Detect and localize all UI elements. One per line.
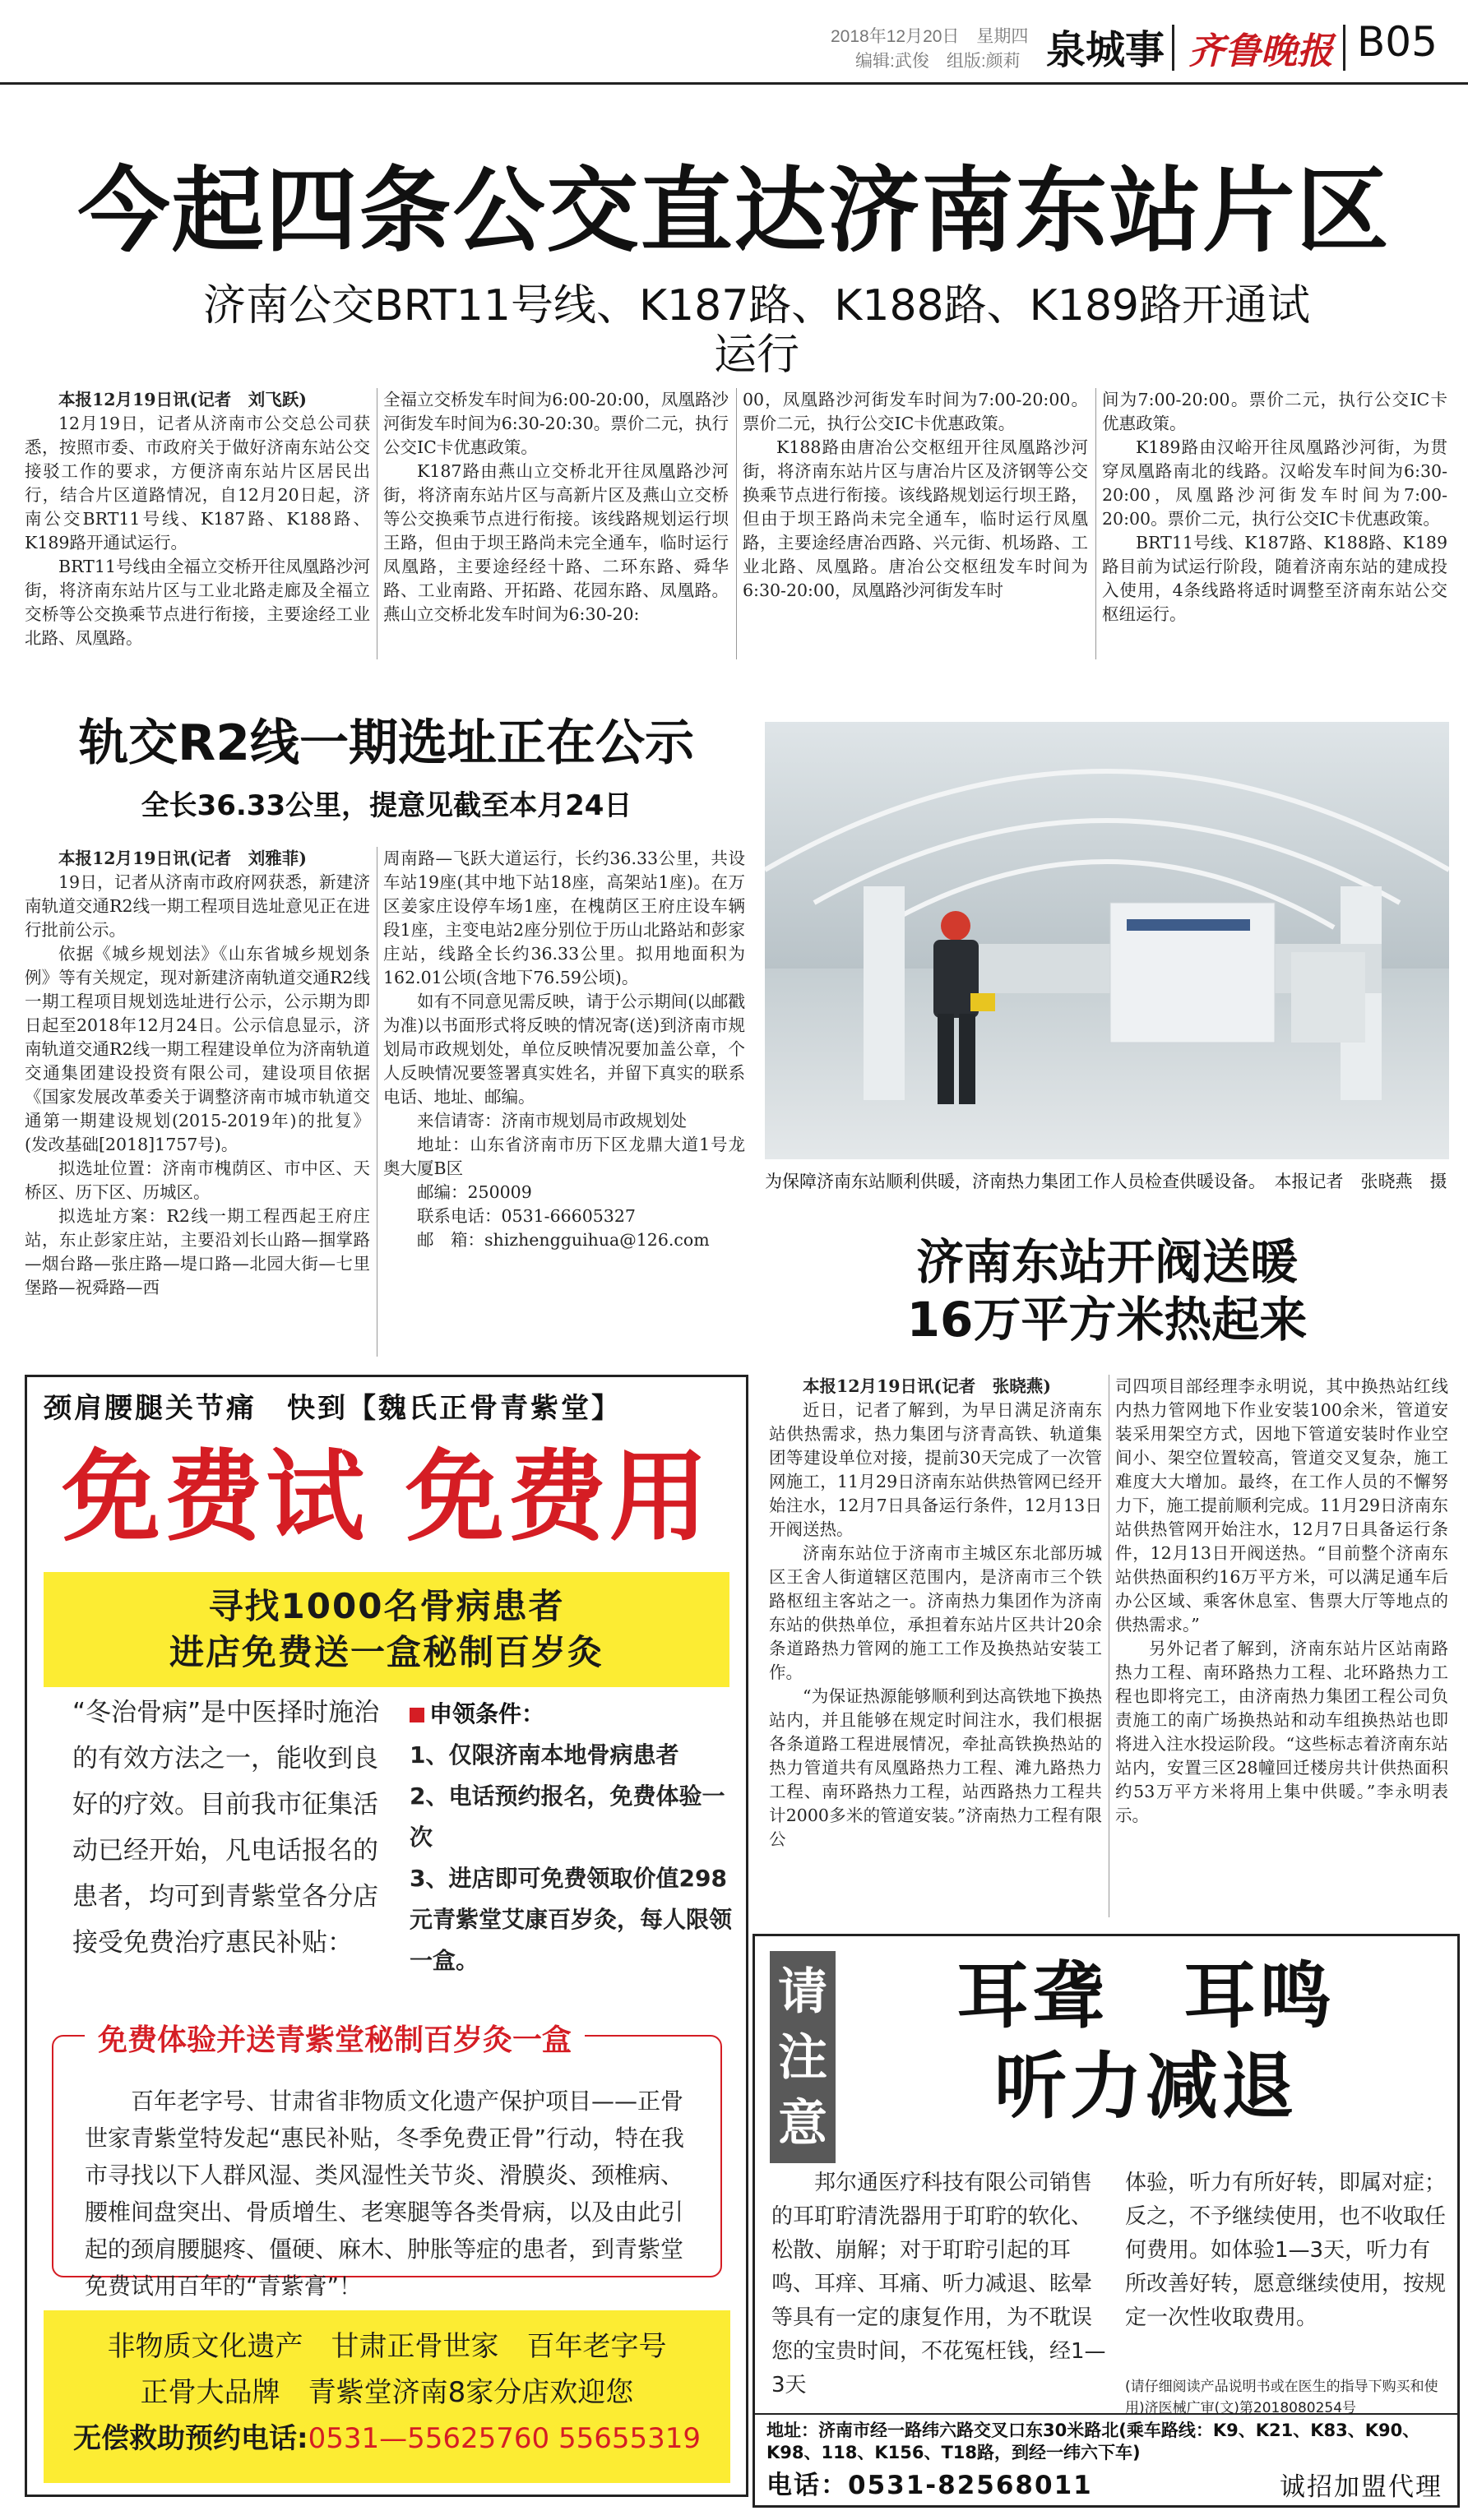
story2-paragraph: 邮 箱：shizhengguihua@126.com bbox=[417, 1230, 710, 1250]
ad-hearing-text: 体验，听力有所好转，即属对症；反之，不予继续使用，也不收取任何费用。如体验1—3天，听力有所改善好转，愿意继续使用，按规定一次性收取费用。 bbox=[1125, 2171, 1447, 2330]
page-date: 2018年12月20日 星期四 bbox=[831, 27, 1029, 46]
story1-paragraph: 间为7:00-20:00。票价二元，执行公交IC卡优惠政策。 bbox=[1102, 390, 1447, 433]
story2-paragraph: 邮编：250009 bbox=[417, 1182, 532, 1202]
page-editors: 编辑:武俊 组版:颜莉 bbox=[855, 52, 1021, 71]
header-rule bbox=[0, 82, 1468, 85]
section-title: 泉城事 bbox=[1046, 27, 1165, 73]
story2-column-2 bbox=[383, 847, 745, 1252]
offer-box-text: 百年老字号、甘肃省非物质文化遗产保护项目——正骨世家青紫堂特发起“惠民补贴，冬季免费正骨”行动，特在我市寻找以下人群风湿、类风湿性关节炎、滑膜炎、颈椎病、腰椎间盘突出、骨质增生、老寒腿等各类骨病，以及由此引起的颈肩腰腿疼、僵硬、麻木、肿胀等症的患者，到青紫堂免费试用百年的“青紫膏”！ bbox=[85, 2088, 685, 2300]
story1-column-4 bbox=[1102, 388, 1447, 627]
story1-paragraph: K187路由燕山立交桥北开往凤凰路沙河街，将济南东站片区与高新片区及燕山立交桥等公交换乘节点进行衔接。该线路规划运行坝王路，但由于坝王路尚未完全通车，临时运行凤凰路，主要途经经十路、二环东路、舜华路、工业南路、开拓路、花园东路、凤凰路。燕山立交桥北发车时间为6:30-20: bbox=[383, 461, 729, 624]
ad-bone-clinic-footer bbox=[44, 2310, 730, 2483]
condition-item: 1、仅限济南本地骨病患者 bbox=[410, 1741, 679, 1769]
story2-paragraph: 依据《城乡规划法》《山东省城乡规划条例》等有关规定，现对新建济南轨道交通R2线一期工程项目规划选址进行公示，公示期为即日起至2018年12月24日。公示信息显示，济南轨道交通R2线一期工程建设单位为济南轨道交通集团建设投资有限公司，建设项目依据《国家发展改革委关于调整济南市城市轨道交通第一期建设规划(2015-2019年)的批复》(发改基础[2018]1757号)。 bbox=[25, 944, 370, 1154]
header-divider bbox=[1343, 25, 1345, 71]
ad-banner-line: 进店免费送一盒秘制百岁灸 bbox=[169, 1632, 604, 1672]
ad-bone-clinic-intro: “冬治骨病”是中医择时施治的有效方法之一，能收到良好的疗效。目前我市征集活动已经开始，凡电话报名的患者，均可到青紫堂各分店接受免费治疗惠民补贴： bbox=[72, 1698, 380, 1958]
story3-paragraph: 济南东站位于济南市主城区东北部历城区王舍人街道辖区范围内，是济南市三个铁路枢纽主客站之一。济南热力集团作为济南东站的供热单位，承担着东站片区共计20余条道路热力管网的施工工作及换热站安装工作。 bbox=[769, 1543, 1102, 1682]
newspaper-brand-logo: 齐鲁晚报 bbox=[1188, 30, 1333, 72]
story1-paragraph: K189路由汉峪开往凤凰路沙河街，为贯穿凤凰路南北的线路。汉峪发车时间为6:30-20:00，凤凰路沙河街发车时间为7:00-20:00。票价二元，执行公交IC卡优惠政策。 bbox=[1102, 437, 1447, 529]
story1-headline: 今起四条公交直达济南东站片区 bbox=[77, 158, 1391, 265]
story1-column-3 bbox=[743, 388, 1088, 603]
story2-paragraph: 来信请寄：济南市规划局市政规划处 bbox=[417, 1111, 687, 1131]
story2-paragraph: 联系电话：0531-66605327 bbox=[417, 1206, 636, 1226]
square-bullet-icon bbox=[410, 1708, 424, 1722]
ad-banner-line: 寻找1000名骨病患者 bbox=[208, 1586, 565, 1626]
ad-hearing-franchise: 诚招加盟代理 bbox=[1280, 2472, 1443, 2502]
ad-bone-clinic-headline: 免费试 免费用 bbox=[62, 1440, 711, 1555]
news-photo bbox=[765, 722, 1449, 1159]
ad-hearing bbox=[753, 1934, 1460, 2508]
story1-subhead: 济南公交BRT11号线、K187路、K188路、K189路开通试运行 bbox=[202, 281, 1310, 380]
ad-hearing-notice-label: 请注意 bbox=[770, 1951, 836, 2163]
story3-byline: 本报12月19日讯(记者 张晓燕) bbox=[803, 1376, 1051, 1396]
story3-paragraph: 近日，记者了解到，为早日满足济南东站供热需求，热力集团与济青高铁、轨道集团等建设单位对接，提前30天完成了一次管网施工，11月29日济南东站供热管网已经开始注水，12月7日具备运行条件，12月13日开阀送热。 bbox=[769, 1400, 1102, 1539]
ad-bone-clinic-conditions bbox=[410, 1694, 734, 1981]
story3-paragraph: “为保证热源能够顺利到达高铁地下换热站内，并且能够在规定时间注水，我们根据各条道路工程进展情况，牵扯高铁换热站的热力管道共有凤凰路热力工程、滩九路热力工程、南环路热力工程，站西路热力工程共计2000多米的管道安装。”济南热力工程有限公 bbox=[769, 1686, 1102, 1849]
story2-paragraph: 拟选址方案：R2线一期工程西起王府庄站，东止彭家庄站，主要沿刘长山路—掴掌路—烟台路—张庄路—堤口路—北园大街—七里堡路—祝舜路—西 bbox=[25, 1206, 370, 1297]
story1-paragraph: 00，凤凰路沙河街发车时间为7:00-20:00。票价二元，执行公交IC卡优惠政策。 bbox=[743, 390, 1088, 433]
story2-paragraph: 如有不同意见需反映，请于公示期间(以邮戳为准)以书面形式将反映的情况寄(送)到济南市规划局市政规划处，单位反映情况要加盖公章，个人反映情况要签署真实姓名，并留下真实的联系电话、地址、邮编。 bbox=[383, 992, 745, 1107]
condition-item: 3、进店即可免费领取价值298元青紫堂艾康百岁灸，每人限领一盒。 bbox=[410, 1865, 733, 1974]
offer-box-title: 免费体验并送青紫堂秘制百岁灸一盒 bbox=[85, 2017, 585, 2059]
story1-paragraph: 12月19日，记者从济南市公交总公司获悉，按照市委、市政府关于做好济南东站公交接驳工作的要求，方便济南东站片区居民出行，结合片区道路情况，自12月20日起，济南公交BRT11号线、K187路、K188路、K189路开通试运行。 bbox=[25, 414, 370, 553]
story2-subhead: 全长36.33公里，提意见截至本月24日 bbox=[141, 789, 632, 822]
story3-headline-line1: 济南东站开阀送暖 bbox=[915, 1234, 1298, 1290]
story2-column-1 bbox=[25, 847, 370, 1300]
column-rule bbox=[736, 388, 737, 659]
ad-hearing-approval-note: (请仔细阅读产品说明书或在医生的指导下购买和使用)济医械广审(文)第2018080254号 bbox=[1125, 2379, 1438, 2416]
story3-headline bbox=[765, 1233, 1449, 1348]
story3-paragraph: 另外记者了解到，济南东站片区站南路热力工程、南环路热力工程、北环路热力工程也即将完工，由济南热力集团工程公司负责施工的南广场换热站和动车组换热站也即将进入注水投运阶段。“这些标志着济南东站站内，安置三区28幢回迁楼房共计供热面积约53万平方米将用上集中供暖。”李永明表示。 bbox=[1115, 1639, 1448, 1825]
story2-paragraph: 地址：山东省济南市历下区龙鼎大道1号龙奥大厦B区 bbox=[383, 1135, 745, 1178]
story1-paragraph: K188路由唐冶公交枢纽开往凤凰路沙河街，将济南东站片区与唐冶片区及济钢等公交换乘节点进行衔接。该线路规划运行坝王路，但由于坝王路尚未完全通车，临时运行凤凰路，主要途经唐冶西路、兴元街、机场路、工业北路、凤凰路。唐冶公交枢纽发车时间为6:30-20:00，凤凰路沙河街发车时 bbox=[743, 437, 1088, 600]
ad-hearing-text: 邦尔通医疗科技有限公司销售的耳耵聍清洗器用于耵聍的软化、松散、崩解；对于耵聍引起的耳鸣、耳痒、耳痛、听力减退、眩晕等具有一定的康复作用，为不耽误您的宝贵时间，不花冤枉钱，经1—3天 bbox=[771, 2171, 1106, 2397]
footer-line: 正骨大品牌 青紫堂济南8家分店欢迎您 bbox=[140, 2376, 634, 2409]
condition-item: 2、电话预约报名，免费体验一次 bbox=[410, 1782, 725, 1851]
conditions-title: 申领条件： bbox=[410, 1694, 734, 1735]
story2-paragraph: 周南路—飞跃大道运行，长约36.33公里，共设车站19座(其中地下站18座，高架站1座)。在万区姜家庄设停车场1座，在槐荫区王府庄设车辆段1座，主变电站2座分别位于历山北路站和彭家庄站，线路全长约36.33公里。拟用地面积为162.01公顷(含地下76.59公顷)。 bbox=[383, 848, 745, 987]
photo-caption: 为保障济南东站顺利供暖，济南热力集团工作人员检查供暖设备。 本报记者 张晓燕 摄 bbox=[765, 1172, 1447, 1191]
story1-column-1 bbox=[25, 388, 370, 650]
story3-column-1 bbox=[769, 1375, 1102, 1852]
story3-headline-line2: 16万平方米热起来 bbox=[906, 1292, 1308, 1348]
story3-column-2 bbox=[1115, 1375, 1448, 1828]
story1-column-2 bbox=[383, 388, 729, 627]
ad-bone-clinic-banner bbox=[44, 1572, 729, 1687]
story2-paragraph: 拟选址位置：济南市槐荫区、市中区、天桥区、历下区、历城区。 bbox=[25, 1158, 370, 1202]
page-number: B05 bbox=[1357, 18, 1438, 66]
ad-bone-clinic-tagline: 颈肩腰腿关节痛 快到【魏氏正骨青紫堂】 bbox=[44, 1392, 622, 1425]
ad-bone-clinic bbox=[25, 1375, 748, 2497]
ad-hearing-address: 地址：济南市经一路纬六路交叉口东30米路北(乘车路线：K9、K21、K83、K90、K98、118、K156、T18路，到经一纬六下车) bbox=[755, 2413, 1457, 2461]
header-divider bbox=[1172, 25, 1174, 71]
story2-paragraph: 19日，记者从济南市政府网获悉，新建济南轨道交通R2线一期工程项目选址意见正在进行批前公示。 bbox=[25, 872, 370, 940]
story3-paragraph: 司四项目部经理李永明说，其中换热站红线内热力管网地下作业安装100余米，管道安装采用架空方式，因地下管道安装时作业空间小、架空位置较高，管道交叉复杂，施工难度大大增加。最终，在工作人员的不懈努力下，施工提前顺利完成。11月29日济南东站供热管网开始注水，12月7日具备运行条件，12月13日开阀送热。“目前整个济南东站供热面积约16万平方米，可以满足通车后办公区域、乘客休息室、售票大厅等地点的供热需求。” bbox=[1115, 1376, 1448, 1635]
ad-hearing-title: 耳聋 耳鸣 听力减退 bbox=[956, 1954, 1335, 2129]
story1-paragraph: BRT11号线、K187路、K188路、K189路目前为试运行阶段，随着济南东站的建成投入使用，4条线路将适时调整至济南东站公交枢纽运行。 bbox=[1102, 533, 1447, 624]
story2-byline: 本报12月19日讯(记者 刘雅菲) bbox=[58, 848, 307, 868]
story2-headline: 轨交R2线一期选址正在公示 bbox=[79, 714, 694, 772]
station-interior-photo bbox=[765, 722, 1449, 1159]
story1-paragraph: BRT11号线由全福立交桥开往凤凰路沙河街，将济南东站片区与工业北路走廊及全福立交桥等公交换乘节点进行衔接，主要途经工业北路、凤凰路。 bbox=[25, 557, 370, 648]
story1-paragraph: 全福立交桥发车时间为6:00-20:00，凤凰路沙河街发车时间为6:30-20:30。票价二元，执行公交IC卡优惠政策。 bbox=[383, 390, 729, 457]
ad-hearing-phone: 电话：0531-82568011 bbox=[766, 2471, 1093, 2500]
story1-byline: 本报12月19日讯(记者 刘飞跃) bbox=[58, 390, 307, 409]
column-rule bbox=[1095, 388, 1096, 659]
footer-phone: 无偿救助预约电话:0531—55625760 55655319 bbox=[72, 2422, 702, 2455]
footer-line: 非物质文化遗产 甘肃正骨世家 百年老字号 bbox=[107, 2330, 667, 2363]
